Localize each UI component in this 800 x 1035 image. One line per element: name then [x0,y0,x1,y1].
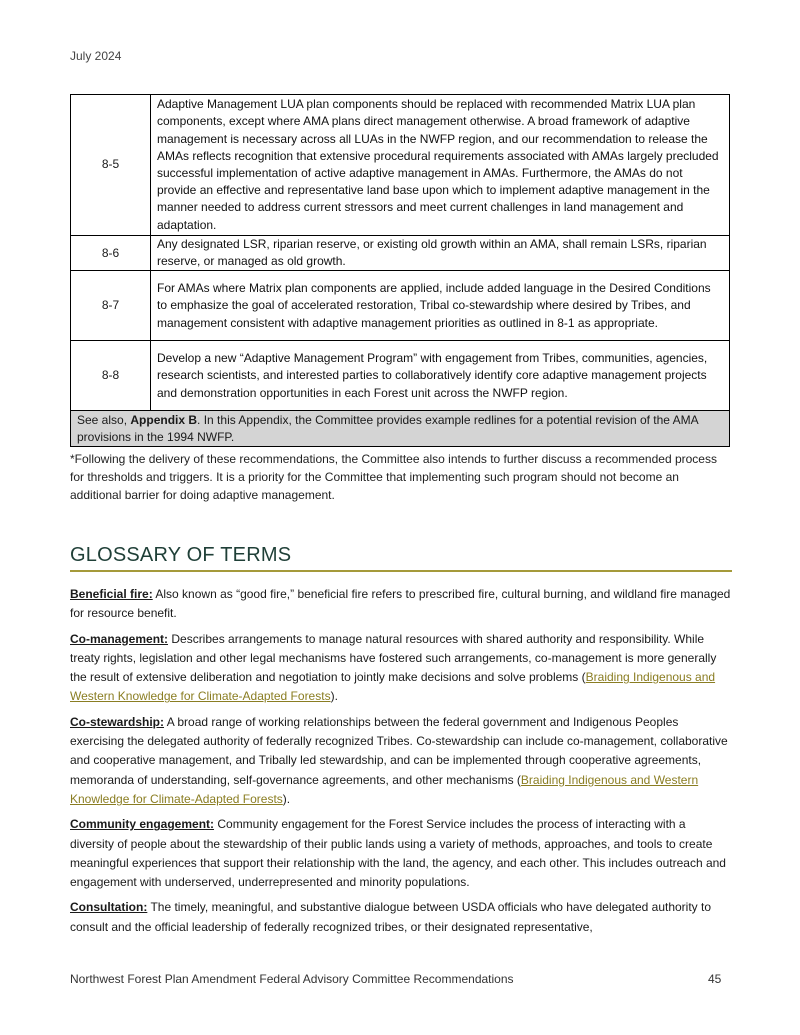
glossary-heading: GLOSSARY OF TERMS [70,544,732,572]
footnote: *Following the delivery of these recommendations, the Committee also intends to further discuss a recommended process for thresholds and triggers. It is a priority for the Committee that implementing such program should not become an additional barrier for doing adaptive management. [70,452,717,502]
glossary-term: Co-management: [70,631,169,646]
row-id: 8-5 [71,95,151,236]
glossary-term: Co-stewardship: [70,714,165,729]
glossary-definition: Also known as “good fire,” beneficial fire refers to prescribed fire, cultural burning, and wildland fire managed for resource benefit. [70,587,731,621]
glossary-list [70,585,732,943]
appendix-ref: Appendix B [130,412,198,427]
page-number: 45 [708,972,722,986]
glossary-definition: Community engagement for the Forest Service includes the process of interacting with a diversity of people about the stewardship of their public lands using a variety of methods, approaches, and tools to create meaningful experiences that support their relationship with the land, the agency, and each other. This includes outreach and engagement with underserved, underrepresented and minority populations. [70,817,726,890]
table-row [71,341,730,411]
footer-suffix: . In this Appendix, the Committee provides example redlines for a potential revision of the AMA provisions in the 1994 NWFP. [77,412,698,444]
row-id: 8-6 [71,236,151,271]
table-row [71,236,730,271]
glossary-entry [70,815,732,892]
glossary-definition: Describes arrangements to manage natural resources with shared authority and responsibility. While treaty rights, legislation and other legal mechanisms have fostered such arrangements, co-management is more generally the result of extensive deliberation and negotiation to jointly make decisions and solve problems ( [70,631,717,685]
glossary-term: Community engagement: [70,817,215,832]
glossary-entry [70,713,732,809]
header-date: July 2024 [70,49,122,63]
row-id: 8-8 [71,341,151,411]
row-id: 8-7 [71,271,151,341]
row-text: Develop a new “Adaptive Management Program” with engagement from Tribes, communities, agencies, research scientists, and interested parties to collaboratively identify core adaptive management projects and demonstration opportunities in each Forest unit across the NWFP region. [151,341,730,411]
glossary-definition: A broad range of working relationships between the federal government and Indigenous Peoples exercising the delegated authority of federally recognized Tribes. Co-stewardship can include co-management, collaborative and cooperative management, and Tribally led stewardship, and can be implemented through cooperative agreements, memoranda of understanding, self-governance agreements, and other mechanisms ( [70,714,728,787]
glossary-term: Consultation: [70,900,148,915]
row-text: For AMAs where Matrix plan components are applied, include added language in the Desired Conditions to emphasize the goal of accelerated restoration, Tribal co-stewardship where desired by Tribes, and management consistent with adaptive management priorities as outlined in 8-1 as appropriate. [151,271,730,341]
reference-link[interactable]: Braiding Indigenous and Western Knowledge for Climate-Adapted Forests [70,670,716,704]
table-footer [71,411,730,447]
footer-title: Northwest Forest Plan Amendment Federal Advisory Committee Recommendations [70,972,514,986]
glossary-entry [70,898,732,937]
table-row [71,271,730,341]
glossary-term: Beneficial fire: [70,587,153,601]
glossary-entry [70,585,732,624]
row-text: Any designated LSR, riparian reserve, or existing old growth within an AMA, shall remain LSRs, riparian reserve, or managed as old growth. [151,236,730,271]
row-text: Adaptive Management LUA plan components should be replaced with recommended Matrix LUA plan components, except where AMA plans direct management otherwise. A broad framework of adaptive management is necessary across all LUAs in the NWFP region, and our recommendation to release the AMAs reflects recognition that extensive procedural requirements associated with AMAs largely precluded successful implementation of active adaptive management in AMAs. Furthermore, the AMAs do not provide an effective and representative land base upon which to implement adaptive management in the manner needed to address current stressors and meet current challenges in land management and adaptation. [151,95,730,236]
glossary-entry [70,630,732,707]
table-footer-row [71,411,730,447]
definition-end: ). [282,791,291,806]
table-row [71,95,730,236]
glossary-definition: The timely, meaningful, and substantive dialogue between USDA officials who have delegated authority to consult and the official leadership of federally recognized tribes, or their designated representative, [70,900,712,934]
recommendations-table [70,94,730,447]
definition-end: ). [330,689,338,704]
footer-prefix: See also, [77,412,131,427]
reference-link[interactable]: Braiding Indigenous and Western Knowledge for Climate-Adapted Forests [70,772,699,806]
